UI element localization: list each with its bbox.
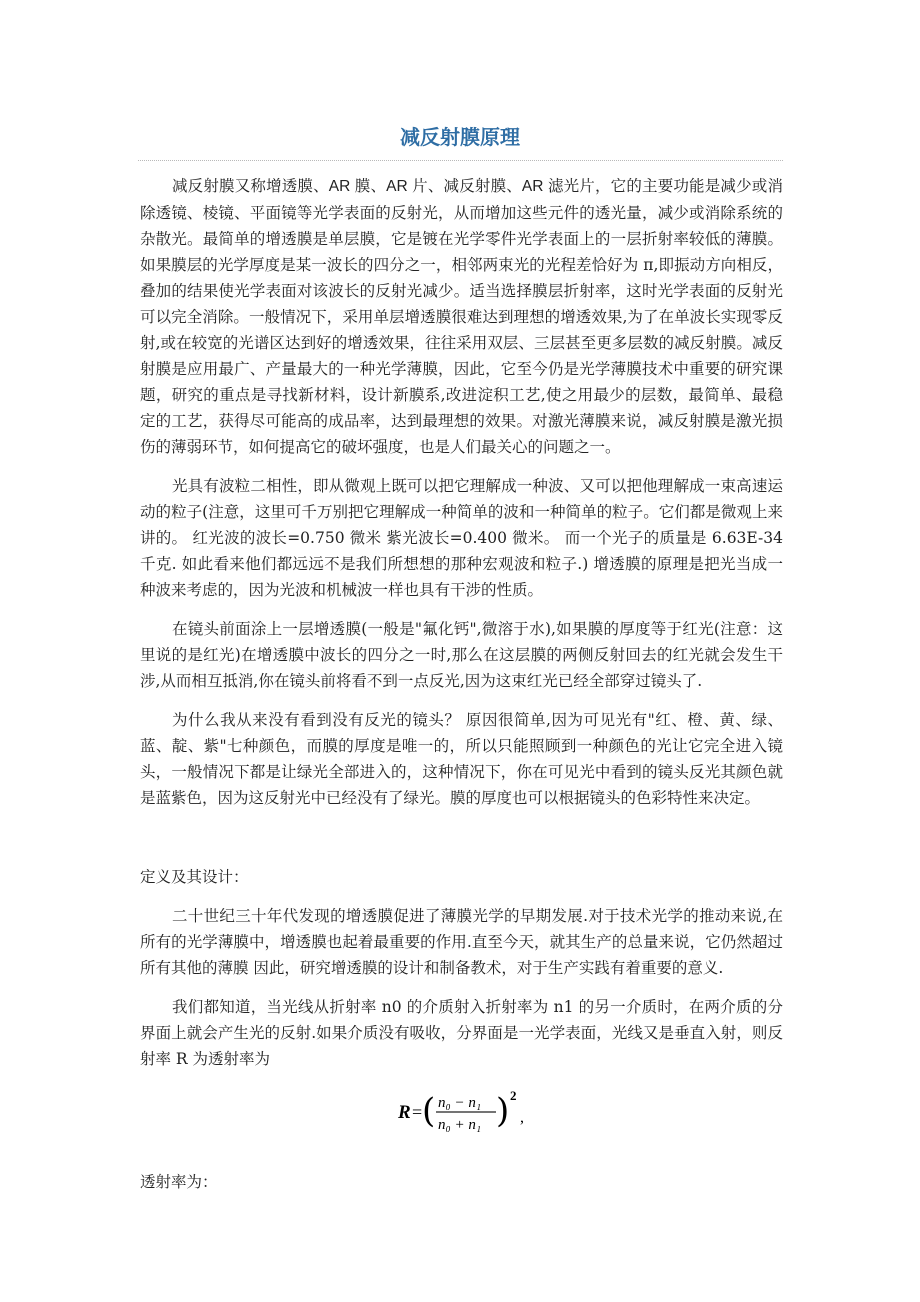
formula-graphic (392, 1086, 532, 1138)
formula-denominator: n₀ + n₁ (437, 1117, 481, 1133)
formula-equals: = (411, 1102, 422, 1122)
wave-particle-paragraph: 光具有波粒二相性，即从微观上既可以把它理解成一种波、又可以把他理解成一束高速运动的粒子(注意，这里可千万别把它理解成一种简单的波和一种简单的粒子。它们都是微观上来讲的。 红光波的波长=0.750 微米 紫光波长=0.400 微米。 而一个光子的质量是 6.63E-34 千克. 如此看来他们都远远不是我们所想想的那种宏观波和粒子.) 增透膜的原理是把光当成一种波来考虑的，因为光波和机械波一样也具有干涉的性质。 (140, 477, 783, 599)
alias-list: 增透膜、AR 膜、AR 片、减反射膜、AR 滤光片 (266, 178, 595, 195)
lead-connector: 又称 (234, 177, 267, 195)
reflectance-paragraph: 我们都知道，当光线从折射率 n0 的介质射入折射率为 n1 的另一介质时，在两介质的分界面上就会产生光的反射.如果介质没有吸收，分界面是一光学表面，光线又是垂直入射，则反射率 R 为透射率为 (140, 998, 783, 1068)
formula-numerator: n₀ − n₁ (437, 1095, 481, 1111)
color-paragraph: 为什么我从来没有看到没有反光的镜头？ 原因很简单,因为可见光有"红、橙、黄、绿、蓝、靛、紫"七种颜色，而膜的厚度是唯一的，所以只能照顾到一种颜色的光让它完全进入镜头，一般情况下都是让绿光全部进入的，这种情况下，你在可见光中看到的镜头反光其颜色就是蓝紫色，因为这反射光中已经没有了绿光。膜的厚度也可以根据镜头的色彩特性来决定。 (140, 711, 783, 807)
transmittance-label: 透射率为： (140, 1173, 218, 1191)
spacer (140, 824, 783, 864)
reflectance-formula (140, 1086, 783, 1147)
formula-lhs: R (397, 1102, 411, 1123)
page-title: 减反射膜原理 (400, 125, 520, 149)
intro-body: ，它的主要功能是减少或消除透镜、棱镜、平面镜等光学表面的反射光，从而增加这些元件的透光量，减少或消除系统的杂散光。最简单的增透膜是单层膜，它是镀在光学零件光学表面上的一层折射率较低的薄膜。如果膜层的光学厚度是某一波长的四分之一，相邻两束光的光程差恰好为 π,即振动方向相反，叠加的结果使光学表面对该波长的反射光减少。适当选择膜层折射率，这时光学表面的反射光可以完全消除。一般情况下，采用单层增透膜很难达到理想的增透效果,为了在单波长实现零反射,或在较宽的光谱区达到好的增透效果，往往采用双层、三层甚至更多层数的减反射膜。减反射膜是应用最广、产量最大的一种光学薄膜，因此，它至今仍是光学薄膜技术中重要的研究课题，研究的重点是寻找新材料，设计新膜系,改进淀积工艺,使之用最少的层数，最简单、最稳定的工艺，获得尽可能高的成品率，达到最理想的效果。对激光薄膜来说，减反射膜是激光损伤的薄弱环节，如何提高它的破坏强度，也是人们最关心的问题之一。 (140, 177, 783, 456)
coating-paragraph: 在镜头前面涂上一层增透膜(一般是"氟化钙",微溶于水),如果膜的厚度等于红光(注意：这里说的是红光)在增透膜中波长的四分之一时,那么在这层膜的两侧反射回去的红光就会发生干涉,从而相互抵消,你在镜头前将看不到一点反光,因为这束红光已经全部穿过镜头了. (140, 620, 783, 690)
lead-term: 减反射膜 (172, 178, 235, 195)
formula-comma: , (519, 1109, 524, 1126)
formula-left-paren: ( (421, 1091, 435, 1131)
formula-right-paren: ) (495, 1091, 509, 1131)
section-heading: 定义及其设计： (140, 868, 249, 886)
formula-exponent: 2 (509, 1088, 516, 1103)
intro-paragraph (140, 173, 783, 460)
history-paragraph: 二十世纪三十年代发现的增透膜促进了薄膜光学的早期发展.对于技术光学的推动来说,在所有的光学薄膜中，增透膜也起着最重要的作用.直至今天，就其生产的总量来说，它仍然超过所有其他的薄膜 因此，研究增透膜的设计和制备教术，对于生产实践有着重要的意义. (140, 907, 783, 977)
title-divider (138, 160, 783, 161)
document-body (140, 173, 783, 1208)
